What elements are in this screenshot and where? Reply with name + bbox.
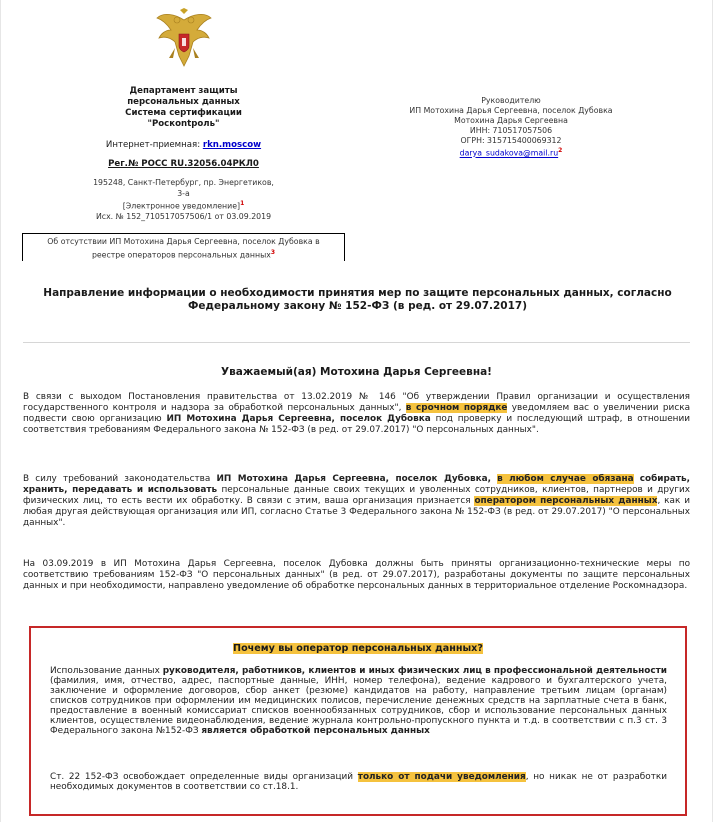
box-title-highlight: Почему вы оператор персональных данных? xyxy=(233,643,483,654)
text-run: Использование данных xyxy=(50,666,163,676)
greeting: Уважаемый(ая) Мотохина Дарья Сергеевна! xyxy=(221,366,492,378)
outgoing-number: Исх. № 152_710517057506/1 от 03.09.2019 xyxy=(95,212,272,222)
sender-org-line: персональных данных xyxy=(127,97,240,107)
box-title xyxy=(31,643,685,654)
footnote-mark: 1 xyxy=(240,200,245,207)
bold-text: ИП Мотохина Дарья Сергеевна, поселок Дубовка xyxy=(166,414,431,424)
box-paragraph-1 xyxy=(50,666,667,736)
text-run: Ст. 22 152-ФЗ освобождает определенные виды организаций xyxy=(50,772,358,782)
operator-info-box xyxy=(29,626,687,816)
recipient-email-link[interactable]: darya_sudakova@mail.ru xyxy=(459,148,559,158)
text-run: (фамилия, имя, отчество, адрес, паспортные данные, ИНН, номер телефона), ведение кадрового и бухгалтерского учета, заключение и оформление договоров, сбор анкет (резюме) кандидатов на работу, направление третьим лицам (органам) списков сотрудников при оформлении им медицинских полисов, перечисление денежных средств на зарплатные счета в банк, предоставление в военный комиссариат списков военнообязанных сотрудников, сбор и использование персональных данных клиентов, осуществление видеонаблюдения, ведение журнала контрольно-пропускного пункта и т.д. в соответствии с п.3 ст. 3 Федерального закона №152-ФЗ xyxy=(50,676,667,736)
reception-line xyxy=(91,140,276,151)
footnote-mark: 2 xyxy=(558,147,563,154)
highlight: в срочном порядке xyxy=(405,403,508,413)
divider xyxy=(23,342,690,343)
recipient-ogrn: ОГРН: 315715400069312 xyxy=(460,136,562,145)
subject-line-2 xyxy=(23,248,344,261)
recipient-line: Мотохина Дарья Сергеевна xyxy=(454,116,568,125)
text-run: В силу требований законодательства xyxy=(23,474,217,484)
recipient-email-line xyxy=(371,146,651,159)
title-line: Направление информации о необходимости принятия мер по защите персональных данных, согласно xyxy=(43,287,672,299)
text-run: , но никак не от разработки необходимых документов в соответствии со ст.18.1. xyxy=(50,772,667,792)
bold-text: руководителя, работников, клиентов и иных физических лиц в профессиональной деятельности xyxy=(162,666,667,676)
subject-text: реестре операторов персональных данных xyxy=(91,250,271,260)
reception-label: Интернет-приемная: xyxy=(105,140,201,150)
text-run: уведомляем вас о увеличении риска подвести свою организацию xyxy=(23,403,691,424)
box-paragraph-2 xyxy=(50,772,667,792)
text-run: , как и любая другая действующая организация или ИП, согласно Статье 3 Федерального закона № 152-ФЗ (в ред. от 29.07.2017) "О персональных данных". xyxy=(23,496,690,528)
sender-address: 195248, Санкт-Петербург, пр. Энергетиков, 3-а xyxy=(93,178,274,198)
paragraph-1 xyxy=(23,392,690,436)
bold-text: ИП Мотохина Дарья Сергеевна, поселок Дубовка, xyxy=(216,474,491,484)
notice-text: [Электронное уведомление] xyxy=(122,201,241,211)
subject-box xyxy=(22,233,345,261)
document-title xyxy=(31,287,684,313)
sender-block xyxy=(91,86,276,223)
bold-text: является обработкой персональных данных xyxy=(201,726,430,736)
sender-org-line: Система сертификации xyxy=(125,108,242,118)
highlight: оператором персональных данных xyxy=(474,496,658,506)
sender-address-block xyxy=(91,178,276,223)
sender-org-line: Департамент защиты xyxy=(129,86,238,96)
text-run: под проверку и последующий штраф, в отношении соответствия требованиям Федерального закона № 152-ФЗ (в ред. от 29.07.2017) "О персональных данных". xyxy=(23,414,690,435)
highlight: в любом случае обязана xyxy=(497,474,634,484)
bold-text: собирать, хранить, передавать и использовать xyxy=(23,474,690,495)
recipient-line: Руководителю xyxy=(481,96,541,105)
notice-line xyxy=(91,199,276,212)
recipient-inn: ИНН: 710517057506 xyxy=(469,126,553,135)
subject-line: Об отсутствии ИП Мотохина Дарья Сергеевна, поселок Дубовка в xyxy=(47,237,320,246)
text-run: персональные данные своих текущих и уволенных сотрудников, клиентов, партнеров и других физических лиц, то есть вести их обработку. В связи с этим, ваша организация признается xyxy=(23,485,690,506)
recipient-block xyxy=(371,96,651,159)
text-run: В связи с выходом Постановления правительства от 13.02.2019 № 146 "Об утверждении Правил организации и осуществления государственного контроля и надзора за обработкой персональных данных", xyxy=(23,392,690,413)
paragraph-2 xyxy=(23,474,690,529)
title-line: Федеральному закону № 152-ФЗ (в ред. от 29.07.2017) xyxy=(187,300,528,312)
sender-org-line: "Роскontроль" xyxy=(147,119,220,129)
eagle-emblem-icon xyxy=(153,8,215,70)
registration-number: Рег.№ РОСС RU.32056.04РКЛ0 xyxy=(108,159,259,169)
paragraph-3: На 03.09.2019 в ИП Мотохина Дарья Сергеевна, поселок Дубовка должны быть приняты организационно-технические меры по соответствию требованиям 152-ФЗ "О персональных данных" (в ред. от 29.07.2017), разработаны документы по защите персональных данных и при необходимости, направлено уведомление об обработке персональных данных в территориальное отделение Роскомнадзора. xyxy=(23,559,690,591)
recipient-line: ИП Мотохина Дарья Сергеевна, поселок Дубовка xyxy=(409,106,613,115)
reception-link[interactable]: rkn.moscow xyxy=(202,140,262,150)
highlight: только от подачи уведомления xyxy=(357,772,526,782)
footnote-mark: 3 xyxy=(270,248,276,256)
